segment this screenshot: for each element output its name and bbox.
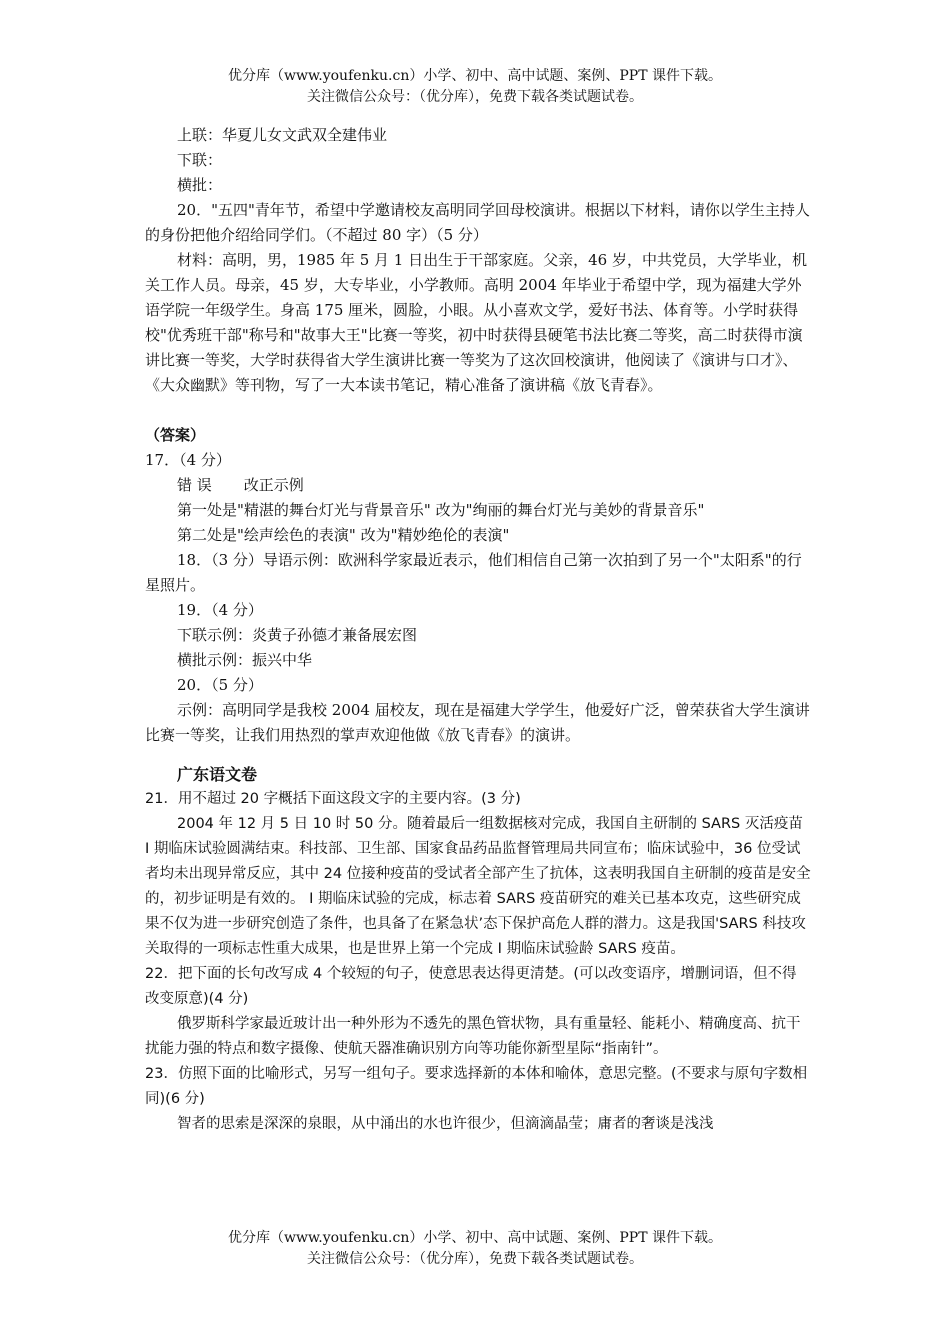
- answer-19-banner: 横批示例：振兴中华: [177, 651, 313, 669]
- couplet-banner: 横批：: [177, 176, 223, 194]
- section-title: 广东语文卷: [177, 765, 258, 784]
- answer-17-col-error: 错 误: [177, 476, 212, 494]
- page-footer: [0, 1228, 950, 1270]
- footer-line-2: 关注微信公众号：（优分库），免费下载各类试题试卷。: [307, 1251, 643, 1267]
- answer-19-lower: 下联示例：炎黄子孙德才兼备展宏图: [177, 626, 418, 644]
- question-22: 22．把下面的长句改写成 4 个较短的句子，使意思表达得更清楚。(可以改变语序，增删词语，但不得改变原意)(4 分): [145, 966, 797, 1007]
- answers-heading: （答案）: [145, 426, 206, 444]
- footer-line-1: 优分库（www.youfenku.cn）小学、初中、高中试题、案例、PPT 课件下载。: [227, 1230, 722, 1246]
- question-20-material: 材料：高明，男，1985 年 5 月 1 日出生于干部家庭。父亲，46 岁，中共党员，大学毕业，机关工作人员。母亲，45 岁，大专毕业，小学教师。高明 2004 年毕业于希望中学，现为福建大学外语学院一年级学生。身高 175 厘米，圆脸，小眼。从小喜欢文学，爱好书法、体育等。小学时获得校"优秀班干部"称号和"故事大王"比赛一等奖，初中时获得县硬笔书法比赛二等奖，高二时获得市演讲比赛一等奖，大学时获得省大学生演讲比赛一等奖为了这次回校演讲，他阅读了《演讲与口才》、《大众幽默》等刊物，写了一大本读书笔记，精心准备了演讲稿《放飞青春》。: [145, 251, 807, 394]
- couplet-lower: 下联：: [177, 151, 223, 169]
- answer-19-label: 19．（4 分）: [177, 601, 263, 619]
- question-20: 20．"五四"青年节，希望中学邀请校友高明同学回母校演讲。根据以下材料，请你以学生主持人的身份把他介绍给同学们。（不超过 80 字）（5 分）: [145, 201, 810, 244]
- question-23: 23．仿照下面的比喻形式，另写一组句子。要求选择新的本体和喻体，意思完整。(不要求与原句字数相同)(6 分): [145, 1066, 808, 1107]
- document-body: [145, 123, 811, 1137]
- answer-17-columns: [145, 473, 811, 498]
- question-23-text: 智者的思索是深深的泉眼，从中涌出的水也许很少，但滴滴晶莹；庸者的奢谈是浅浅: [177, 1116, 714, 1132]
- answer-20-label: 20．（5 分）: [177, 676, 263, 694]
- question-22-text: 俄罗斯科学家最近玻计出一种外形为不透先的黑色管状物，具有重量轻、能耗小、精确度高、抗干扰能力强的特点和数字摄像、使航天器准确识别方向等功能你新型星际“指南针”。: [145, 1016, 801, 1057]
- question-21-text: 2004 年 12 月 5 日 10 时 50 分。随着最后一组数据核对完成，我国自主研制的 SARS 灭活疫苗 I 期临床试验圆满结束。科技部、卫生部、国家食品药品监督管理局共同宣布；临床试验中，36 位受试者均未出现异常反应，其中 24 位接种疫苗的受试者全部产生了抗体，这表明我国自主研制的疫苗是安全的，初步证明是有效的。 I 期临床试验的完成，标志着 SARS 疫苗研究的难关已基本攻克，这些研究成果不仅为进一步研究创造了条件，也具备了在紧急状’态下保护高危人群的潜力。这是我国'SARS 科技攻关取得的一项标志性重大成果，也是世界上第一个完成 I 期临床试验龄 SARS 疫苗。: [145, 816, 811, 957]
- header-line-2: 关注微信公众号：（优分库），免费下载各类试题试卷。: [307, 89, 643, 105]
- answer-17-row-1: 第一处是"精湛的舞台灯光与背景音乐" 改为"绚丽的舞台灯光与美妙的背景音乐": [177, 501, 705, 519]
- answer-17-label: 17．（4 分）: [145, 451, 231, 469]
- answer-17-col-fix: 改正示例: [243, 476, 304, 494]
- answer-20-text: 示例：高明同学是我校 2004 届校友，现在是福建大学学生，他爱好广泛，曾荣获省大学生演讲比赛一等奖，让我们用热烈的掌声欢迎他做《放飞青春》的演讲。: [145, 701, 810, 744]
- answer-17-row-2: 第二处是"绘声绘色的表演" 改为"精妙绝伦的表演": [177, 526, 510, 544]
- question-21: 21．用不超过 20 字概括下面这段文字的主要内容。(3 分): [145, 791, 521, 807]
- answer-18: 18．（3 分）导语示例：欧洲科学家最近表示，他们相信自己第一次拍到了另一个"太阳系"的行星照片。: [145, 551, 802, 594]
- couplet-upper: 上联：华夏儿女文武双全建伟业: [177, 126, 388, 144]
- page-header: [0, 66, 950, 108]
- header-line-1: 优分库（www.youfenku.cn）小学、初中、高中试题、案例、PPT 课件下载。: [227, 68, 722, 84]
